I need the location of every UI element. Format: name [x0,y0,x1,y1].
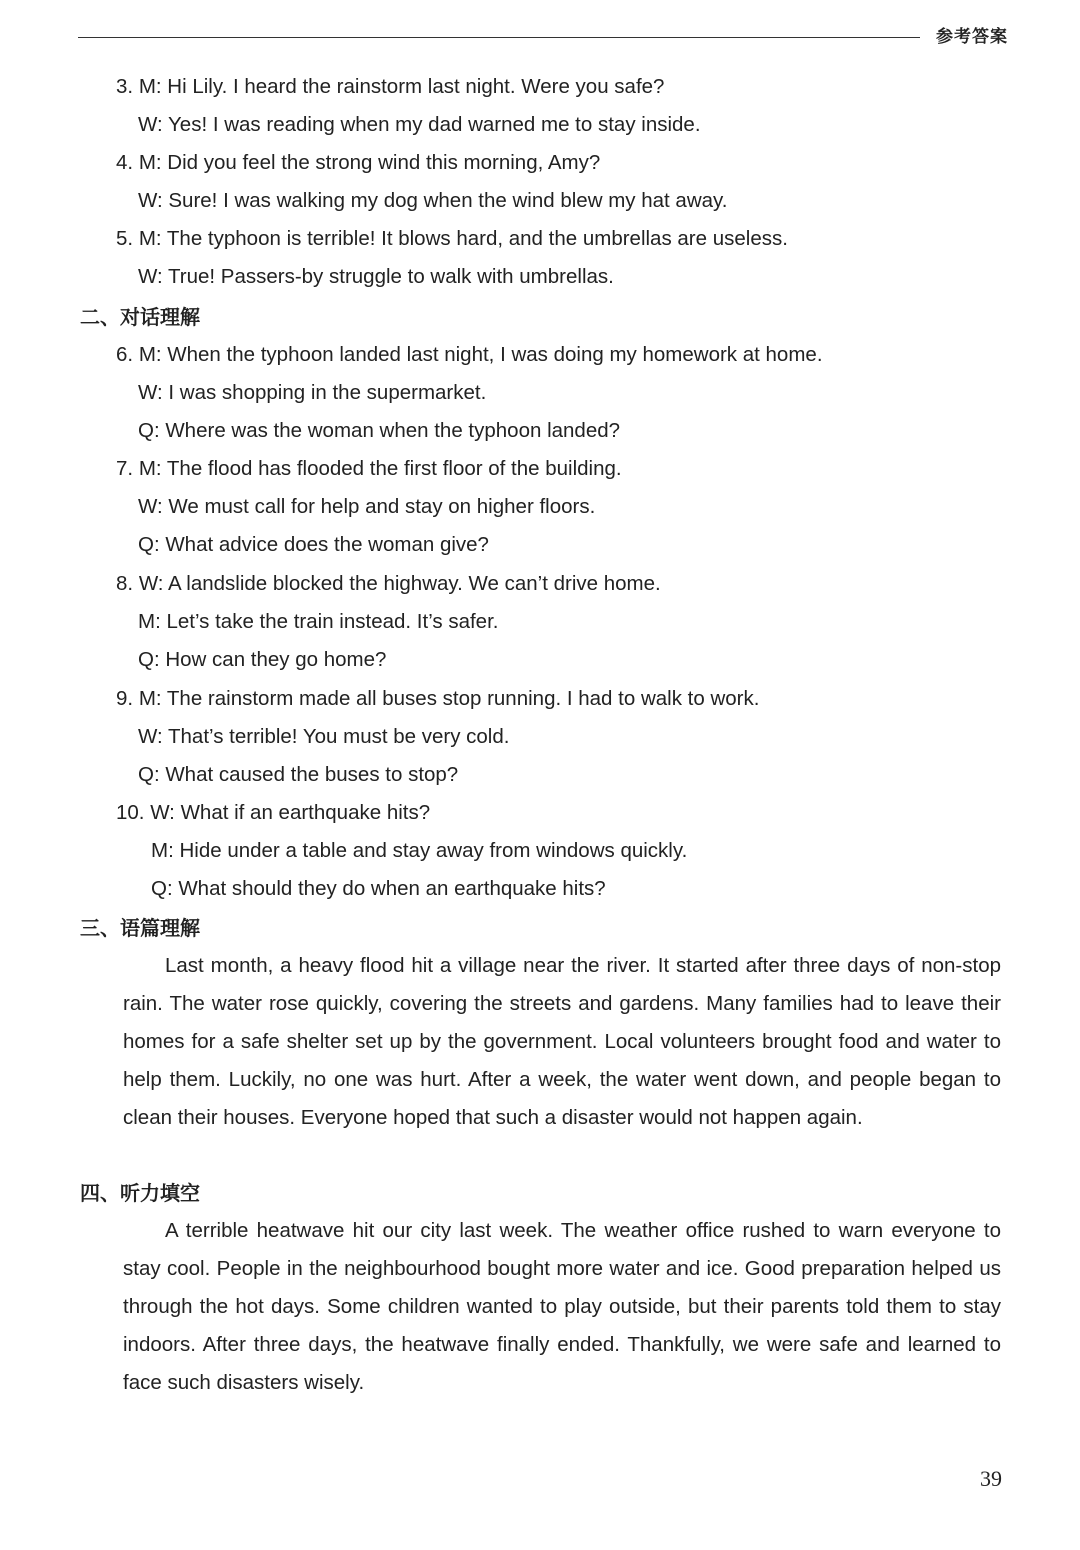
dialogue-line: W: What if an earthquake hits? [150,801,431,824]
item-number: 9. [116,687,134,710]
item-number: 3. [116,75,134,98]
section-3-title: 三、语篇理解 [80,916,200,940]
item-7-line-2: W: We must call for help and stay on higher floors. [138,495,596,518]
item-4-line-1 [116,144,600,182]
item-6-line-2: W: I was shopping in the supermarket. [138,381,487,404]
page-number: 39 [980,1466,1002,1491]
item-8-line-1 [116,565,661,603]
item-number: 6. [116,343,134,366]
item-5-line-2: W: True! Passers-by struggle to walk with umbrellas. [138,265,614,288]
item-7-question: Q: What advice does the woman give? [138,533,489,556]
item-4-line-2: W: Sure! I was walking my dog when the wind blew my hat away. [138,189,728,212]
item-10-line-2: M: Hide under a table and stay away from windows quickly. [151,839,688,862]
section-2-title: 二、对话理解 [80,305,200,329]
dialogue-line: M: The flood has flooded the first floor of the building. [138,457,622,480]
item-5-line-1 [116,220,788,258]
section-3-passage: Last month, a heavy flood hit a village near the river. It started after three days of non-stop rain. The water rose quickly, covering the streets and gardens. Many families had to leave their homes for a safe shelter set up by the government. Local volunteers brought food and water to help them. Luckily, no one was hurt. After a week, the water went down, and people began to clean their houses. Everyone hoped that such a disaster would not happen again. [123,954,1001,1129]
item-8-question: Q: How can they go home? [138,648,387,671]
dialogue-line: M: When the typhoon landed last night, I was doing my homework at home. [138,343,823,366]
item-10-line-1 [116,794,430,832]
item-9-question: Q: What caused the buses to stop? [138,763,459,786]
item-number: 4. [116,151,134,174]
item-7-line-1 [116,450,622,488]
section-4-passage: A terrible heatwave hit our city last week. The weather office rushed to warn everyone to stay cool. People in the neighbourhood bought more water and ice. Good preparation helped us through the hot days. Some children wanted to play outside, but their parents told them to stay indoors. After three days, the heatwave finally ended. Thankfully, we were safe and learned to face such disasters wisely. [123,1219,1001,1394]
item-9-line-2: W: That’s terrible! You must be very cold. [138,725,510,748]
dialogue-line: M: Hi Lily. I heard the rainstorm last night. Were you safe? [138,75,665,98]
dialogue-line: M: The typhoon is terrible! It blows hard, and the umbrellas are useless. [138,227,788,250]
item-9-line-1 [116,680,759,718]
item-3-line-2: W: Yes! I was reading when my dad warned me to stay inside. [138,113,701,136]
item-8-line-2: M: Let’s take the train instead. It’s safer. [138,610,499,633]
item-3-line-1 [116,68,664,106]
item-number: 8. [116,572,134,595]
header-rule [78,37,920,38]
item-6-question: Q: Where was the woman when the typhoon landed? [138,419,621,442]
dialogue-line: M: The rainstorm made all buses stop running. I had to walk to work. [138,687,760,710]
item-6-line-1 [116,336,823,374]
dialogue-line: W: A landslide blocked the highway. We can’t drive home. [138,572,661,595]
item-number: 7. [116,457,134,480]
item-number: 10. [116,801,145,824]
item-number: 5. [116,227,134,250]
dialogue-line: M: Did you feel the strong wind this morning, Amy? [138,151,601,174]
section-4-title: 四、听力填空 [80,1181,200,1205]
item-10-question: Q: What should they do when an earthquake hits? [151,877,606,900]
header-title: 参考答案 [936,27,1008,47]
